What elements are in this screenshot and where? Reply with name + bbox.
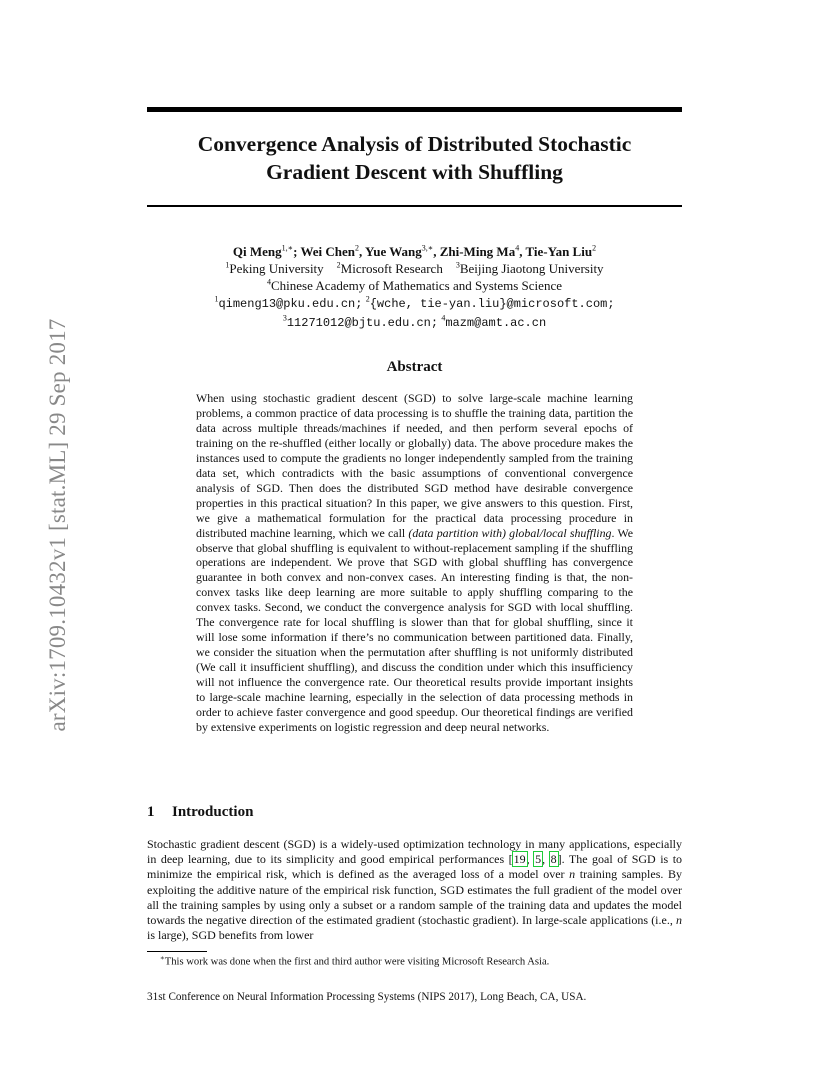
- email-3-mark: 3: [282, 313, 287, 323]
- footnote: [160, 952, 549, 969]
- aff-4-mark: 4: [267, 277, 271, 287]
- email-2-mark: 2: [365, 294, 370, 304]
- email-1: qimeng13@pku.edu.cn;: [218, 297, 363, 311]
- author-4: Zhi-Ming Ma: [439, 244, 516, 259]
- section-heading: [147, 804, 253, 821]
- emails-line-1: [147, 294, 682, 313]
- author-3: Yue Wang: [365, 244, 422, 259]
- title-line-1: Convergence Analysis of Distributed Stochastic: [197, 132, 632, 156]
- introduction-paragraph: Stochastic gradient descent (SGD) is a widely-used optimization technology in many applications, especially in deep learning, due to its simplicity and good empirical performances [19, 5, 8]. The goal of SGD is to minimize the empirical risk, which is defined as the averaged loss of a model over n training samples. By exploiting the additive nature of the empirical risk function, SGD estimates the full gradient of the model over all the training samples by using only a subset or a random sample of the training data and updates the model towards the negative direction of the estimated gradient (stochastic gradient). In large-scale applications (i.e., n is large), SGD benefits from lower: [147, 837, 683, 943]
- author-2-mark: 2: [355, 243, 360, 253]
- abstract-part-2: . We observe that global shuffling is equivalent to without-replacement sampling if the shuffling operations are independent. We prove that SGD with global shuffling has convergence guarantee in both convex and non-convex cases. An interesting finding is that, the non-convex tasks like deep learning are more suitable to apply shuffling comparing to the convex tasks. Second, we conduct the convergence analysis for SGD with local shuffling. The convergence rate for local shuffling is slower than that for global shuffling, since it will lose some information if there’s no communication between partitioned data. Finally, we consider the situation when the permutation after shuffling is not uniformly distributed (We call it insufficient shuffling), and discuss the condition under which this insufficiency will not influence the convergence rate. Our theoretical results provide important insights to large-scale machine learning, especially in the selection of data processing methods in order to achieve faster convergence and good speedup. Our theoretical findings are verified by extensive experiments on logistic regression and deep neural networks.: [196, 525, 633, 734]
- footnote-text: This work was done when the first and third author were visiting Microsoft Research Asia.: [164, 956, 550, 968]
- abstract-text: [196, 391, 633, 735]
- aff-3-mark: 3: [455, 260, 460, 270]
- conference-note: 31st Conference on Neural Information Processing Systems (NIPS 2017), Long Beach, CA, USA.: [147, 991, 587, 1003]
- affiliations-line-1: [147, 260, 682, 277]
- title-bottom-rule: [147, 205, 682, 207]
- citation-link-8[interactable]: 8: [550, 852, 557, 867]
- aff-1-mark: 1: [225, 260, 230, 270]
- title-line-2: Gradient Descent with Shuffling: [266, 160, 563, 184]
- intro-part-3: training samples. By exploiting the additive nature of the empirical risk function, SGD estimates the full gradient of the model over all the training samples by using only a subset or a random sample of the training data and updates the model towards the negative direction of the estimated gradient (stochastic gradient). In large-scale applications (i.e.,: [147, 867, 683, 928]
- intro-part-2: ]. The goal of SGD is to minimize the empirical risk, which is defined as the averaged loss of a model over: [147, 852, 683, 882]
- affiliation-3: Beijing Jiaotong University: [459, 261, 604, 276]
- email-3: 11271012@bjtu.edu.cn;: [286, 316, 439, 330]
- footnote-mark: ∗: [160, 954, 165, 962]
- email-1-mark: 1: [214, 294, 219, 304]
- paper-title: [147, 130, 682, 186]
- math-n-2: n: [676, 913, 683, 928]
- intro-part-1: Stochastic gradient descent (SGD) is a widely-used optimization technology in many applications, especially in deep learning, due to its simplicity and good empirical performances [: [147, 837, 682, 867]
- author-5: Tie-Yan Liu: [525, 244, 593, 259]
- author-5-mark: 2: [592, 243, 597, 253]
- title-top-rule: [147, 107, 682, 112]
- author-names: Qi Meng$^{1,∗}$; Wei Chen$^2$, Yue Wang$^{3,∗}$, Zhi-Ming Ma$^4$, Tie-Yan Liu$^2$: [232, 243, 597, 259]
- citation-link-5[interactable]: 5: [535, 852, 542, 867]
- email-4: mazm@amt.ac.cn: [445, 316, 547, 330]
- arxiv-identifier: arXiv:1709.10432v1 [stat.ML] 29 Sep 2017: [45, 318, 70, 732]
- affiliation-4: Chinese Academy of Mathematics and Systems Science: [271, 278, 562, 293]
- affiliation-1: Peking University: [229, 261, 324, 276]
- math-n: n: [569, 867, 576, 882]
- abstract-heading: Abstract: [386, 359, 443, 375]
- author-4-mark: 4: [515, 243, 520, 253]
- affiliation-2: Microsoft Research: [340, 261, 443, 276]
- email-2: {wche, tie-yan.liu}@microsoft.com;: [369, 297, 615, 311]
- emails-line-2: [147, 313, 682, 332]
- section-title: Introduction: [172, 804, 254, 820]
- author-2: Wei Chen: [300, 244, 356, 259]
- author-block: [147, 243, 682, 332]
- author-3-mark: 3,∗: [421, 243, 434, 253]
- author-1: Qi Meng: [232, 244, 282, 259]
- section-number: 1: [147, 804, 155, 820]
- abstract-part-1: When using stochastic gradient descent (SGD) to solve large-scale machine learning problems, a common practice of data processing is to shuffle the training data, partition the data across multiple threads/machines if needed, and then perform several epochs of training on the re-shuffled (either locally or globally) data. The above procedure makes the instances used to compute the gradients no longer independently sampled from the training data set, which contradicts with the basic assumptions of conventional convergence analysis of SGD. Then does the distributed SGD method have desirable convergence properties in this practical situation? In this paper, we give answers to this question. First, we give a mathematical formulation for the practical data processing procedure in distributed machine learning, which we call: [196, 391, 633, 540]
- citation-link-19[interactable]: 19: [513, 852, 526, 867]
- email-4-mark: 4: [441, 313, 446, 323]
- aff-2-mark: 2: [336, 260, 341, 270]
- affiliations-line-2: [147, 277, 682, 294]
- intro-part-4: is large), SGD benefits from lower: [147, 928, 314, 943]
- abstract-emphasis: (data partition with) global/local shuffling: [408, 525, 612, 540]
- author-1-mark: 1,∗: [281, 243, 294, 253]
